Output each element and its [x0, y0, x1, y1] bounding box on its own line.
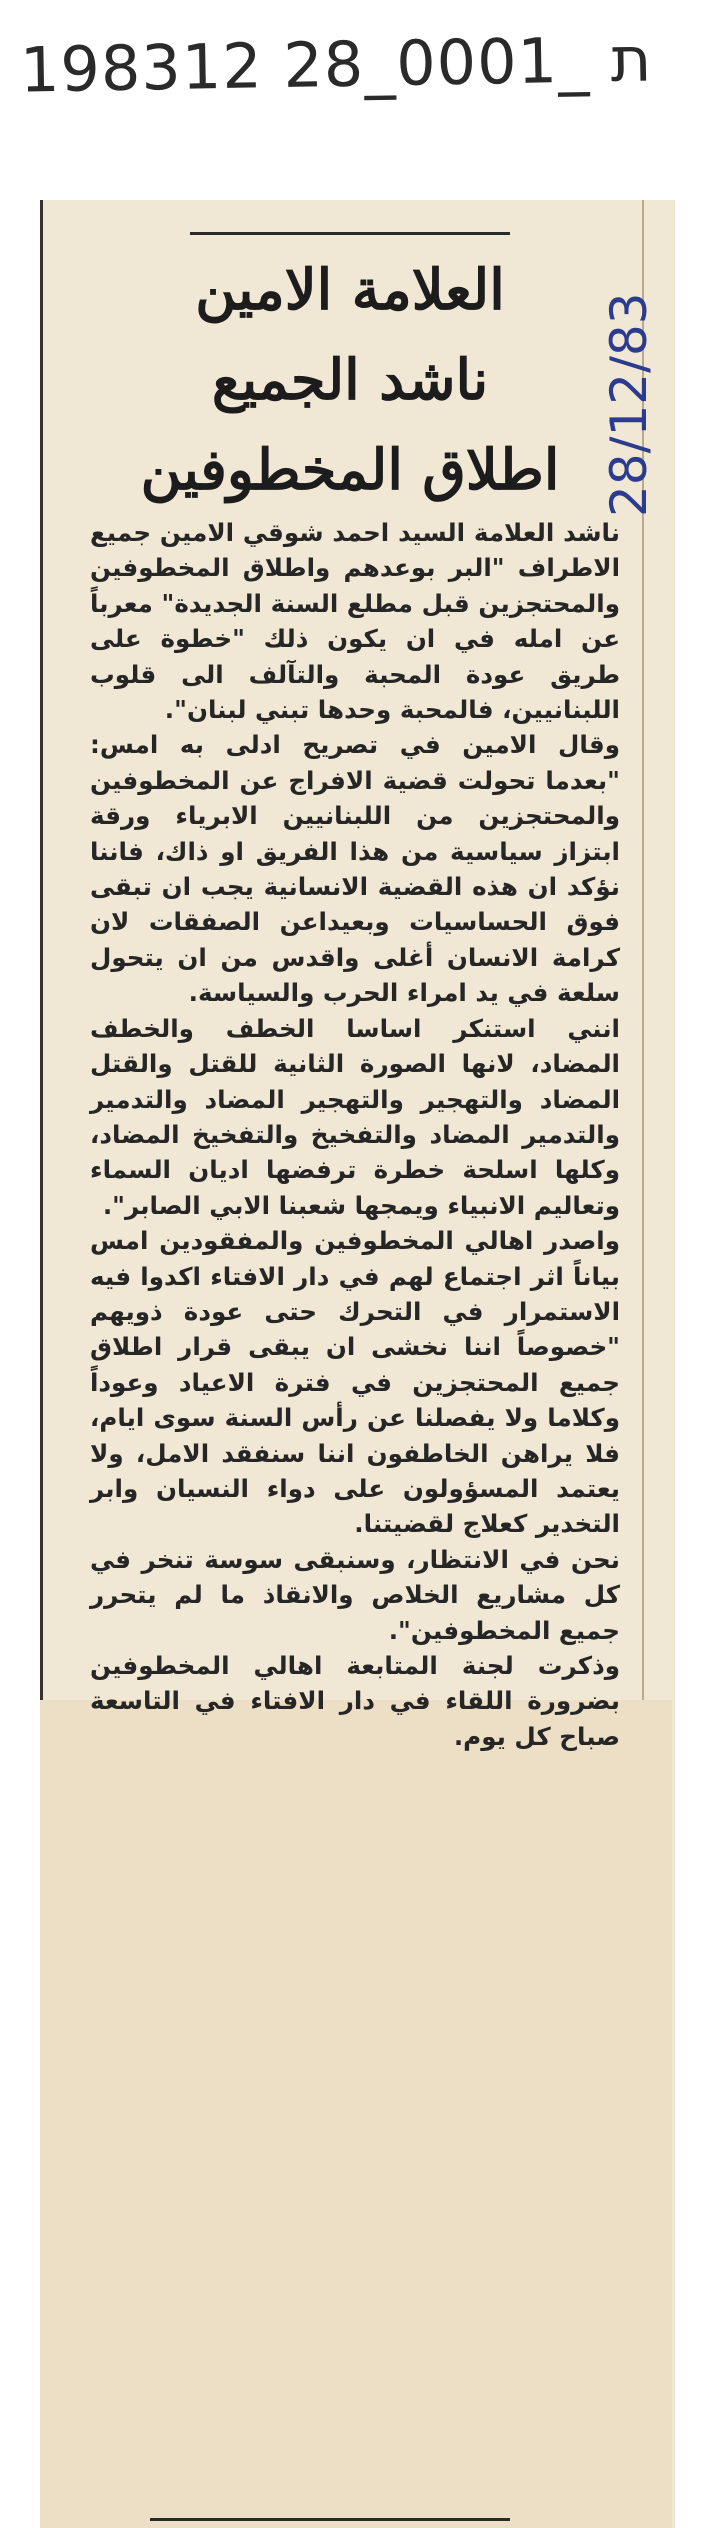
paragraph: ناشد العلامة السيد احمد شوقي الامين جميع الاطراف "البر بوعدهم واطلاق المخطوفين والمحتجزين قبل مطلع السنة الجديدة" معرباً عن امله في ان يكون ذلك "خطوة على طريق عودة المحبة والتآلف الى قلوب اللبنانيين، فالمحبة وحدها تبني لبنان".: [90, 518, 620, 725]
top-rule: [190, 232, 510, 235]
headline-line-2: ناشد الجميع: [211, 347, 489, 413]
handwritten-date: 28/12/83: [600, 292, 658, 518]
paragraph: انني استنكر اساسا الخطف والخطف المضاد، لانها الصورة الثانية للقتل والقتل المضاد والتهجير والتهجير المضاد والتدمير والتدمير المضاد والتفخيخ والتفخيخ المضاد، وكلها اسلحة خطرة ترفضها اديان السماء وتعاليم الانبياء ويمجها شعبنا الابي الصابر".: [90, 1013, 620, 1220]
headline-line-3: اطلاق المخطوفين: [140, 437, 560, 503]
newspaper-clipping-lower-part: [40, 1700, 672, 2528]
archive-reference-code: 198312 28_0001_ ת: [19, 22, 654, 107]
bottom-rule: [150, 2518, 510, 2521]
headline: [90, 245, 610, 515]
paragraph: واصدر اهالي المخطوفين والمفقودين امس بياناً اثر اجتماع لهم في دار الافتاء اكدوا فيه الاستمرار في التحرك حتى عودة ذويهم "خصوصاً اننا نخشى ان يبقى قرار اطلاق جميع المحتجزين في فترة الاعياد وعوداً وكلاما ولا يفصلنا عن رأس السنة سوى ايام، فلا يراهن الخاطفون اننا سنفقد الامل، ولا يعتمد المسؤولون على دواء النسيان وابر التخدير كعلاج لقضيتنا.: [90, 1226, 620, 1539]
paragraph: نحن في الانتظار، وسنبقى سوسة تنخر في كل مشاريع الخلاص والانقاذ ما لم يتحرر جميع المخطوفين".: [90, 1544, 620, 1645]
article-body: [90, 515, 620, 1754]
paragraph: وقال الامين في تصريح ادلى به امس: "بعدما تحولت قضية الافراج عن المخطوفين والمحتجزين من اللبنانيين الابرياء ورقة ابتزاز سياسية من هذا الفريق او ذاك، فاننا نؤكد ان هذه القضية الانسانية يجب ان تبقى فوق الحساسيات وبعيداعن الصفقات لان كرامة الانسان أغلى واقدس من ان يتحول سلعة في يد امراء الحرب والسياسة.: [90, 730, 620, 1008]
headline-line-1: العلامة الامين: [195, 257, 505, 323]
paragraph: وذكرت لجنة المتابعة اهالي المخطوفين بضرورة اللقاء في دار الافتاء في التاسعة صباح كل يوم.: [90, 1651, 620, 1751]
